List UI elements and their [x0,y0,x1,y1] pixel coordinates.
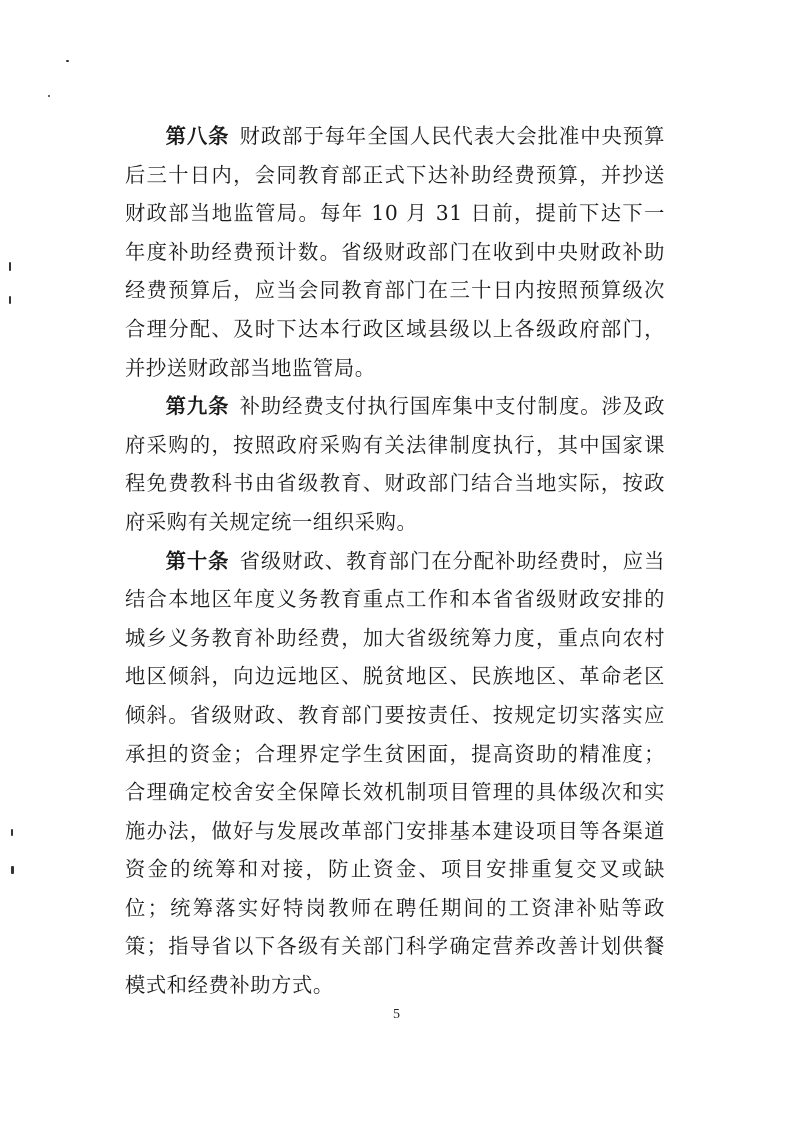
article-text: 财政部于每年全国人民代表大会批准中央预算后三十日内，会同教育部正式下达补助经费预算，并抄送财政部当地监管局。每年 10 月 31 日前，提前下达下一年度补助经费预计数。省级财政部门在收到中央财政补助经费预算后，应当会同教育部门在三十日内按照预算级次合理分配、及时下达本行政区域县级以上各级政府部门，并抄送财政部当地监管局。 [125,124,665,380]
scan-speck [9,262,11,271]
article-label: 第九条 [165,394,230,419]
article-paragraph [125,542,665,1005]
page-number: 5 [393,1007,400,1022]
document-body [125,117,665,1005]
scan-speck [48,95,50,97]
article-text: 补助经费支付执行国库集中支付制度。涉及政府采购的，按照政府采购有关法律制度执行，其中国家课程免费教科书由省级教育、财政部门结合当地实际，按政府采购有关规定统一组织采购。 [125,394,665,534]
scan-speck [66,60,69,62]
article-label: 第八条 [165,124,230,148]
scan-speck [11,829,13,836]
article-paragraph [125,117,665,387]
article-paragraph [125,387,665,541]
scan-speck [11,866,14,874]
article-text: 省级财政、教育部门在分配补助经费时，应当结合本地区年度义务教育重点工作和本省省级财政安排的城乡义务教育补助经费，加大省级统筹力度，重点向农村地区倾斜，向边远地区、脱贫地区、民族地区、革命老区倾斜。省级财政、教育部门要按责任、按规定切实落实应承担的资金；合理界定学生贫困面，提高资助的精准度；合理确定校舍安全保障长效机制项目管理的具体级次和实施办法，做好与发展改革部门安排基本建设项目等各渠道资金的统筹和对接，防止资金、项目安排重复交叉或缺位；统筹落实好特岗教师在聘任期间的工资津补贴等政策；指导省以下各级有关部门科学确定营养改善计划供餐模式和经费补助方式。 [125,548,665,998]
article-label: 第十条 [165,548,230,573]
scan-speck [9,296,11,304]
